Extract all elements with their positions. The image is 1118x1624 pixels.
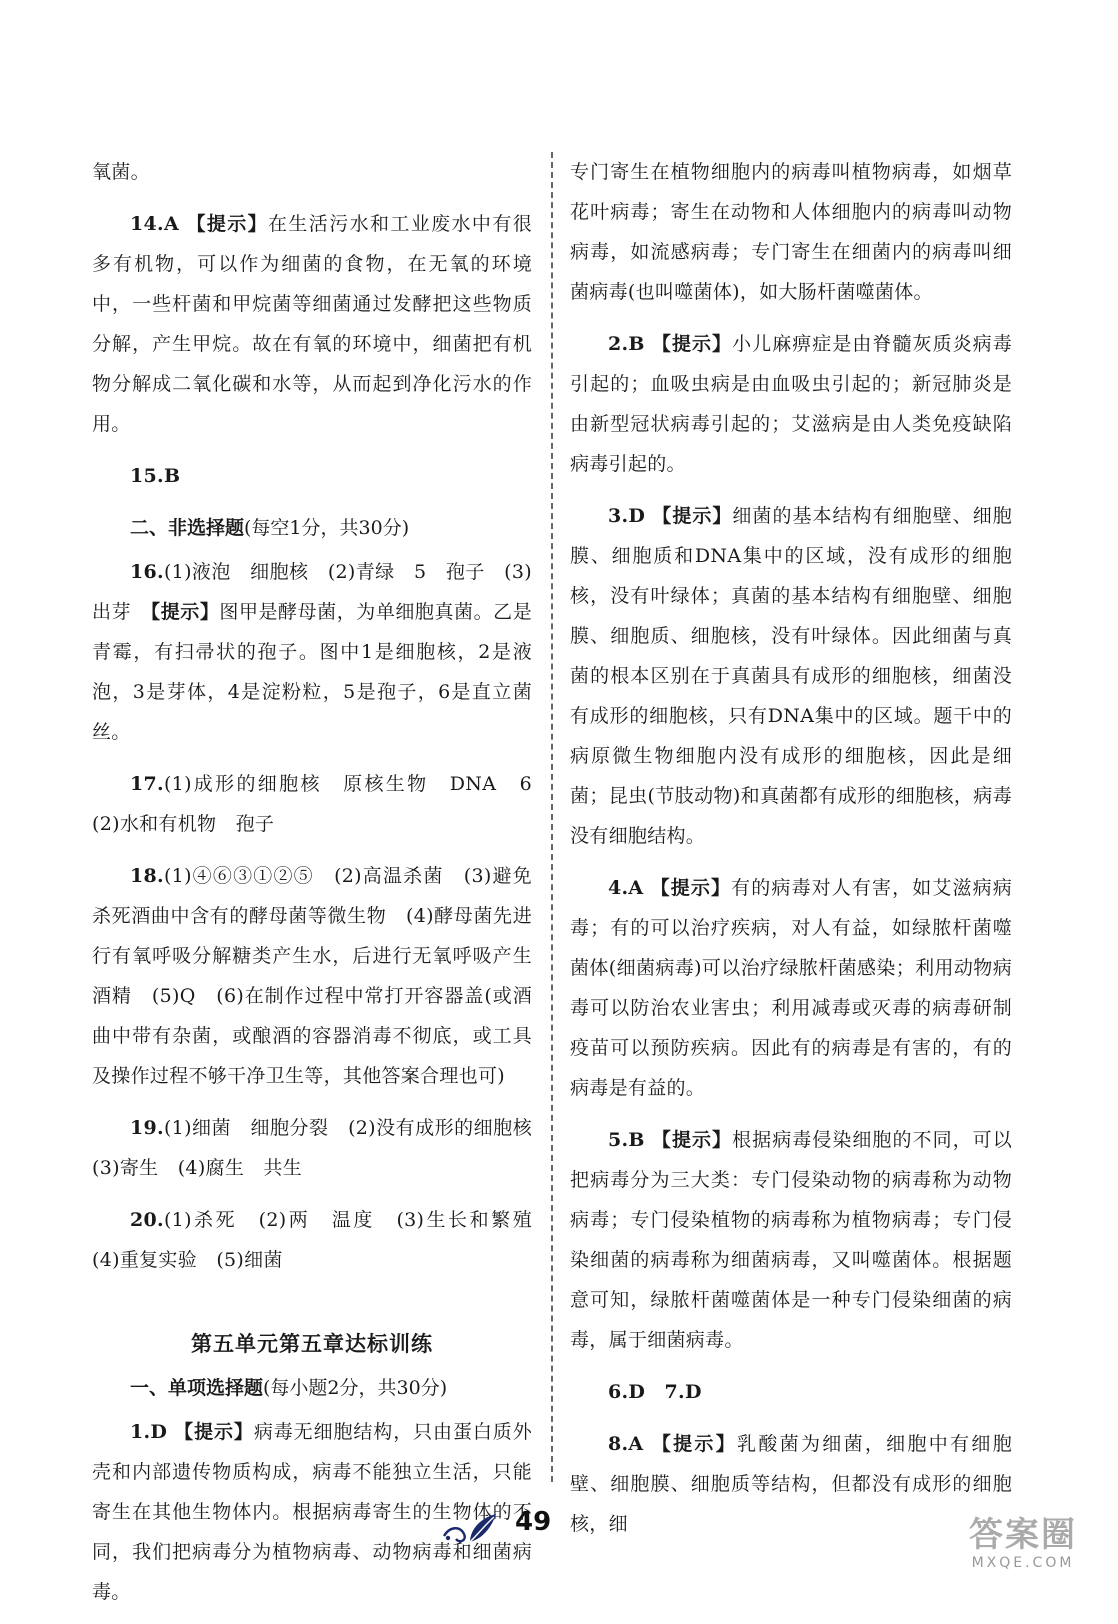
answer-18: 18.(1)④⑥③①②⑤ (2)高温杀菌 (3)避免杀死酒曲中含有的酵母菌等微生物 (4)酵母菌先进行有氧呼吸分解糖类产生水，后进行无氧呼吸产生酒精 (5)Q (6)在制作过程中常打开容器盖(或酒曲中带有杂菌，或酿酒的容器消毒不彻底，或工具及操作过程不够干净卫生等，其他答案合理也可) xyxy=(92,865,532,1087)
answer-3: 3.D 【提示】细菌的基本结构有细胞壁、细胞膜、细胞质和DNA集中的区域，没有成形的细胞核，没有叶绿体；真菌的基本结构有细胞壁、细胞膜、细胞质、细胞核，没有叶绿体。因此细菌与真菌的根本区别在于真菌具有成形的细胞核，细菌没有成形的细胞核，只有DNA集中的区域。题干中的病原微生物细胞内没有成形的细胞核，因此是细菌；昆虫(节肢动物)和真菌都有成形的细胞核，病毒没有细胞结构。 xyxy=(570,505,1013,847)
answer-19: 19.(1)细菌 细胞分裂 (2)没有成形的细胞核 (3)寄生 (4)腐生 共生 xyxy=(92,1117,552,1179)
column-divider xyxy=(551,152,553,1482)
right-column xyxy=(570,152,1012,1556)
paragraph-continuation: 氧菌。 xyxy=(92,161,150,183)
answer-1: 1.D 【提示】病毒无细胞结构，只由蛋白质外壳和内部遗传物质构成，病毒不能独立生活，只能寄生在其他生物体内。根据病毒寄生的生物体的不同，我们把病毒分为植物病毒、动物病毒和细菌病毒。 xyxy=(92,1421,532,1603)
answer-6-7: 6.D 7.D xyxy=(608,1381,702,1403)
leaf-ornament-icon xyxy=(440,1508,506,1548)
answer-15: 15.B xyxy=(130,465,181,487)
section-heading-nonchoice: 二、非选择题(每空1分，共30分) xyxy=(130,517,410,539)
paragraph-continuation: 专门寄生在植物细胞内的病毒叫植物病毒，如烟草花叶病毒；寄生在动物和人体细胞内的病毒叫动物病毒，如流感病毒；专门寄生在细菌内的病毒叫细菌病毒(也叫噬菌体)，如大肠杆菌噬菌体。 xyxy=(570,161,1012,303)
answer-14: 14.A 【提示】在生活污水和工业废水中有很多有机物，可以作为细菌的食物，在无氧的环境中，一些杆菌和甲烷菌等细菌通过发酵把这些物质分解，产生甲烷。故在有氧的环境中，细菌把有机物分解成二氧化碳和水等，从而起到净化污水的作用。 xyxy=(92,213,533,435)
answer-16: 16.(1)液泡 细胞核 (2)青绿 5 孢子 (3)出芽 【提示】图甲是酵母菌，为单细胞真菌。乙是青霉，有扫帚状的孢子。图中1是细胞核，2是液泡，3是芽体，4是淀粉粒，5是孢子，6是直立菌丝。 xyxy=(92,561,532,743)
answer-17: 17.(1)成形的细胞核 原核生物 DNA 6 (2)水和有机物 孢子 xyxy=(92,773,552,835)
answer-4: 4.A 【提示】有的病毒对人有害，如艾滋病病毒；有的可以治疗疾病，对人有益，如绿脓杆菌噬菌体(细菌病毒)可以治疗绿脓杆菌感染；利用动物病毒可以防治农业害虫；利用减毒或灭毒的病毒研制疫苗可以预防疾病。因此有的病毒是有害的，有的病毒是有益的。 xyxy=(570,877,1013,1099)
watermark-logo: 答案圈 MXQE.COM xyxy=(969,1515,1077,1571)
chapter-title: 第五单元第五章达标训练 xyxy=(191,1331,433,1356)
answer-20: 20.(1)杀死 (2)两 温度 (3)生长和繁殖 (4)重复实验 (5)细菌 xyxy=(92,1209,552,1271)
page-number: 49 xyxy=(515,1507,552,1537)
answer-5: 5.B 【提示】根据病毒侵染细胞的不同，可以把病毒分为三大类：专门侵染动物的病毒称为动物病毒；专门侵染植物的病毒称为植物病毒；专门侵染细菌的病毒称为细菌病毒，又叫噬菌体。根据题意可知，绿脓杆菌噬菌体是一种专门侵染细菌的病毒，属于细菌病毒。 xyxy=(570,1129,1013,1351)
section-heading-single-choice: 一、单项选择题(每小题2分，共30分) xyxy=(130,1377,448,1399)
answer-8: 8.A 【提示】乳酸菌为细菌，细胞中有细胞壁、细胞膜、细胞质等结构，但都没有成形的细胞核，细 xyxy=(570,1433,1012,1535)
answer-2: 2.B 【提示】小儿麻痹症是由脊髓灰质炎病毒引起的；血吸虫病是由血吸虫引起的；新冠肺炎是由新型冠状病毒引起的；艾滋病是由人类免疫缺陷病毒引起的。 xyxy=(570,333,1013,475)
